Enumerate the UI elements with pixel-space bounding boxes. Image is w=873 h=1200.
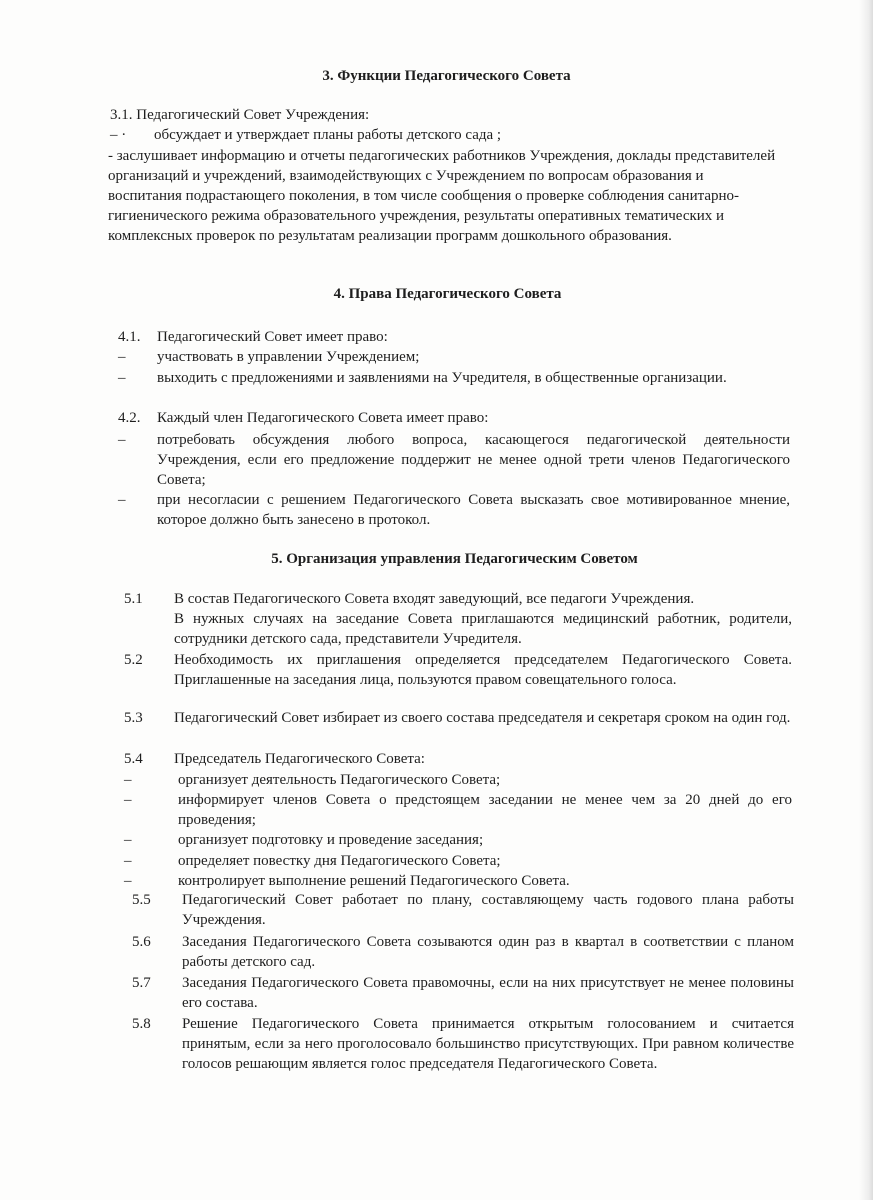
item-marker: 5.6 [132, 934, 151, 950]
item-marker: 4.2. [118, 410, 141, 426]
list-item [132, 890, 794, 930]
item-marker: – [124, 792, 132, 808]
section-5-title: 5. Организация управления Педагогическим Советом [271, 551, 638, 567]
list-item [124, 851, 792, 871]
list-item [124, 708, 792, 728]
list-item [124, 830, 792, 850]
section-4-title: 4. Права Педагогического Совета [333, 286, 562, 302]
item-marker: – [124, 772, 132, 788]
section-5 [0, 549, 873, 1072]
scan-edge-shadow [859, 0, 873, 1200]
item-marker: 4.1. [118, 329, 141, 345]
item-text: организует подготовку и проведение заседания; [178, 832, 484, 848]
section-3-intro: 3.1. Педагогический Совет Учреждения: [110, 107, 370, 123]
item-text: заслушивает информацию и отчеты педагогических работников Учреждения, доклады представителей организаций и учреждений, взаимодействующих с Учреждением по вопросам образования и воспитания подрастающего поколения, в том числе сообщения о проверке соблюдения санитарно-гигиенического режима образовательного учреждения, результаты оперативных тематических и комплексных проверок по результатам реализации программ дошкольного образования. [108, 148, 776, 244]
list-item [118, 408, 783, 428]
item-text: Педагогический Совет имеет право: [157, 329, 388, 345]
item-text: потребовать обсуждения любого вопроса, касающегося педагогической деятельности Учреждения, если его предложение поддержит не менее одной трети членов Педагогического Совета; [157, 432, 790, 488]
list-item [124, 871, 792, 891]
item-marker: – [118, 492, 126, 508]
item-text: Педагогический Совет работает по плану, составляющему часть годового плана работы Учреждения. [182, 892, 794, 928]
list-item [118, 430, 790, 490]
item-marker: – [118, 370, 126, 386]
item-text: контролирует выполнение решений Педагогического Совета. [178, 873, 570, 889]
item-text: Педагогический Совет избирает из своего состава председателя и секретаря сроком на один год. [174, 710, 791, 726]
list-item [110, 125, 780, 145]
list-item [108, 146, 778, 246]
list-item [132, 1014, 794, 1074]
section-3-title: 3. Функции Педагогического Совета [322, 68, 571, 84]
item-marker: 5.7 [132, 975, 151, 991]
list-item [118, 368, 783, 388]
list-item [118, 347, 783, 367]
item-text: Председатель Педагогического Совета: [174, 751, 425, 767]
list-item [124, 790, 792, 830]
section-4 [0, 284, 873, 528]
list-item [118, 490, 790, 530]
item-text: выходить с предложениями и заявлениями на Учредителя, в общественные организации. [157, 370, 727, 386]
item-marker: 5.5 [132, 892, 151, 908]
item-marker: 5.3 [124, 710, 143, 726]
item-text: Заседания Педагогического Совета созываются один раз в квартал в соответствии с планом работы детского сад. [182, 934, 794, 970]
list-item [132, 932, 794, 972]
item-marker: – [118, 349, 126, 365]
item-text: Решение Педагогического Совета принимается открытым голосованием и считается принятым, если за него проголосовало большинство присутствующих. При равном количестве голосов решающим является голос председателя Педагогического Совета. [182, 1016, 794, 1072]
list-item [124, 609, 792, 649]
item-marker: – [124, 873, 132, 889]
list-item [118, 327, 783, 347]
item-text: определяет повестку дня Педагогического Совета; [178, 853, 501, 869]
item-text: организует деятельность Педагогического Совета; [178, 772, 501, 788]
item-marker: - [108, 148, 113, 164]
list-item [124, 770, 792, 790]
item-marker: – [124, 832, 132, 848]
item-marker: 5.4 [124, 751, 143, 767]
item-marker: 5.8 [132, 1016, 151, 1032]
item-text: обсуждает и утверждает планы работы детского сада ; [154, 127, 502, 143]
item-marker: – [118, 432, 126, 448]
item-text: В нужных случаях на заседание Совета приглашаются медицинский работник, родители, сотрудники детского сада, представители Учредителя. [174, 611, 792, 647]
list-item [124, 589, 792, 609]
item-text: Каждый член Педагогического Совета имеет право: [157, 410, 489, 426]
item-text: Необходимость их приглашения определяется председателем Педагогического Совета. Приглашенные на заседания лица, пользуются правом совещательного голоса. [174, 652, 792, 688]
list-item [124, 749, 792, 769]
item-text: при несогласии с решением Педагогического Совета высказать свое мотивированное мнение, которое должно быть занесено в протокол. [157, 492, 790, 528]
item-marker: 5.2 [124, 652, 143, 668]
item-marker: – [124, 853, 132, 869]
list-item [124, 650, 792, 690]
item-text: Заседания Педагогического Совета правомочны, если на них присутствует не менее половины его состава. [182, 975, 794, 1011]
section-3 [0, 66, 873, 244]
item-text: участвовать в управлении Учреждением; [157, 349, 420, 365]
item-marker: 5.1 [124, 591, 143, 607]
list-item [132, 973, 794, 1013]
item-text: В состав Педагогического Совета входят заведующий, все педагоги Учреждения. [174, 591, 695, 607]
item-text: информирует членов Совета о предстоящем заседании не менее чем за 20 дней до его проведения; [178, 792, 792, 828]
item-marker: – · [110, 127, 127, 143]
